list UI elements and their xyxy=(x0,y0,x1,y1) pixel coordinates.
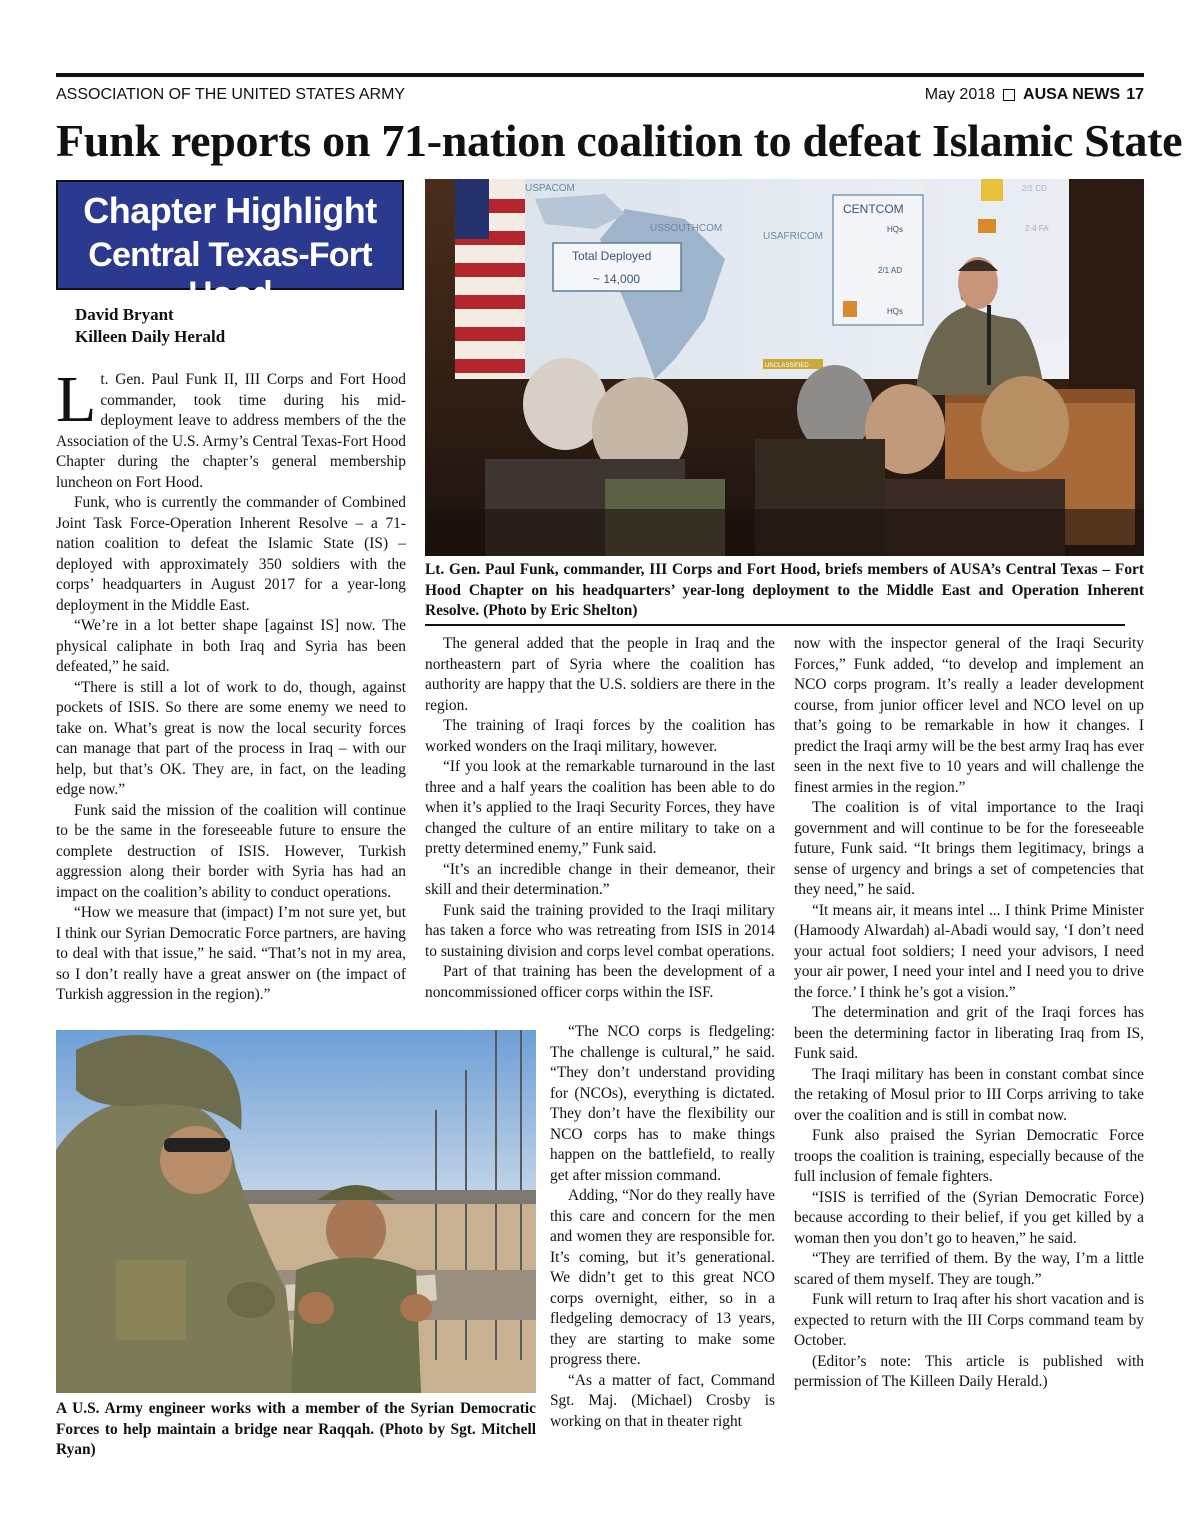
checkbox-icon xyxy=(1003,89,1015,101)
bridge-photo xyxy=(56,1030,536,1393)
paragraph: “How we measure that (impact) I’m not sure yet, but I think our Syrian Democratic Force partners, are having to deal with that issue,” he said. “That’s not in my area, so I don’t really have a great answer on (the impact of Turkish aggression in the region).” xyxy=(56,904,406,1003)
chapter-name: Central Texas-Fort Hood xyxy=(88,236,372,313)
byline xyxy=(75,304,225,348)
screen-label: ~ 14,000 xyxy=(593,272,641,286)
paragraph: “It’s an incredible change in their demeanor, their skill and their determination.” xyxy=(425,860,775,898)
publication-name: AUSA NEWS xyxy=(1023,86,1121,103)
paragraph: “The NCO corps is fledgeling: The challenge is cultural,” he said. “They don’t understand providing for (NCOs), everything is dictated. They don’t have the flexibility our NCO corps has to make things happen on the battlefield, to really get after mission command. xyxy=(550,1023,775,1184)
page-number: 17 xyxy=(1126,86,1144,103)
paragraph: “As a matter of fact, Command Sgt. Maj. (Michael) Crosby is working on that in theater right xyxy=(550,1371,775,1430)
photo2-caption: A U.S. Army engineer works with a member of the Syrian Democratic Forces to help maintain a bridge near Raqqah. (Photo by Sgt. Mitchell Ryan) xyxy=(56,1400,536,1458)
screen-label: USAFRICOM xyxy=(763,231,823,242)
paragraph: “We’re in a lot better shape [against IS] now. The physical caliphate in both Iraq and Syria has been defeated,” he said. xyxy=(56,617,406,675)
screen-label: USPACOM xyxy=(525,183,575,194)
screen-label: UNCLASSIFIED xyxy=(765,363,809,369)
paragraph: Funk will return to Iraq after his short vacation and is expected to return with the III Corps command team by October. xyxy=(794,1291,1144,1349)
screen-label: USSOUTHCOM xyxy=(650,223,723,234)
paragraph: Funk said the mission of the coalition will continue to be the same in the foreseeable future to ensure the complete destruction of ISIS. However, Turkish aggression along their border with Syria has had an impact on the coalition’s ability to conduct operations. xyxy=(56,801,406,901)
paragraph: The general added that the people in Iraq and the northeastern part of Syria where the coalition has authority are happy that the U.S. soldiers are there in the region. xyxy=(425,635,775,714)
screen-label: HQs xyxy=(887,225,903,234)
bridge-photo-art xyxy=(56,1030,536,1393)
screen-label: HQs xyxy=(887,307,903,316)
chapter-highlight-title: Chapter Highlight xyxy=(83,190,377,231)
paragraph: Funk also praised the Syrian Democratic Force troops the coalition is training, especially because of the full inclusion of female fighters. xyxy=(794,1127,1144,1185)
briefing-photo xyxy=(425,179,1144,556)
paragraph: “If you look at the remarkable turnaround in the last three and a half years the coalition has been able to do when it’s applied to the Iraqi Security Forces, they have changed the culture of an entire military to take on a pretty determined enemy,” Funk said. xyxy=(425,758,775,857)
issue-date: May 2018 xyxy=(924,86,996,103)
top-rule xyxy=(56,73,1144,77)
paragraph: “It means air, it means intel ... I think Prime Minister (Hamoody Alwardah) al-Abadi would say, ‘I don’t need your actual foot soldiers; I need your advisors, I need your air power, I need your intel and I need you to drive the force.’ I think he’s got a vision.” xyxy=(794,901,1144,1001)
article-column-2-continued xyxy=(550,1022,775,1432)
paragraph: “ISIS is terrified of the (Syrian Democratic Force) because according to their belief, if you get killed by a woman then you don’t go to heaven,” he said. xyxy=(794,1188,1144,1247)
outlet: Killeen Daily Herald xyxy=(75,327,226,346)
screen-label: Total Deployed xyxy=(572,249,652,263)
photo1-caption: Lt. Gen. Paul Funk, commander, III Corps and Fort Hood, briefs members of AUSA’s Central Texas – Fort Hood Chapter on his headquarters’ year-long deployment to the Middle East and Operation Inherent Resolve. (Photo by Eric Shelton) xyxy=(425,561,1144,619)
paragraph: Funk, who is currently the commander of Combined Joint Task Force-Operation Inherent Resolve – a 71-nation coalition to defeat the Islamic State (IS) – deployed with approximately 350 soldiers with the corps’ headquarters in August 2017 for a year-long deployment in the Middle East. xyxy=(56,494,406,614)
paragraph: “They are terrified of them. By the way, I’m a little scared of them myself. They are tough.” xyxy=(794,1250,1144,1288)
paragraph: Adding, “Nor do they really have this care and concern for the men and women they are responsible for. It’s coming, but it’s generational. We didn’t get to this great NCO corps overnight, either, so in a fledgeling democracy of 13 years, they are starting to make some progress there. xyxy=(550,1187,775,1368)
paragraph: “There is still a lot of work to do, though, against pockets of ISIS. So there are some enemy we need to take on. What’s great is now the local security forces can manage that part of the process in Iraq – with our help, but that’s OK. They are, in fact, on the leading edge now.” xyxy=(56,678,406,798)
caption-rule xyxy=(425,624,1125,626)
issue-info xyxy=(925,86,1144,104)
briefing-photo-art xyxy=(425,179,1144,556)
org-name: ASSOCIATION OF THE UNITED STATES ARMY xyxy=(56,86,406,103)
us-flag-icon xyxy=(455,179,525,379)
drop-cap: L xyxy=(56,363,97,436)
paragraph: now with the inspector general of the Iraqi Security Forces,” Funk added, “to develop and implement an NCO corps program. It’s really a leader development course, from junior officer level and NCO level on up that’s going to be remarkable in how it changes. I predict the Iraqi army will be the best army Iraq has ever seen in the next five to 10 years and will challenge the finest armies in the region.” xyxy=(794,635,1144,796)
lead-paragraph: Lt. Gen. Paul Funk II, III Corps and Fort Hood commander, took time during his mid-deployment leave to address members of the the Association of the U.S. Army’s Central Texas-Fort Hood Chapter during the chapter’s general membership luncheon on Fort Hood. xyxy=(56,363,406,491)
chapter-highlight-box xyxy=(56,180,404,313)
paragraph: The determination and grit of the Iraqi forces has been the determining factor in liberating Iraq from IS, Funk said. xyxy=(794,1004,1144,1062)
screen-label: CENTCOM xyxy=(843,202,904,216)
screen-label: 2/1 AD xyxy=(878,266,903,275)
paragraph: The coalition is of vital importance to the Iraqi government and will continue to be for the foreseeable future, Funk said. “It brings them legitimacy, brings a sense of urgency and brings a set of competencies that they need,” he said. xyxy=(794,799,1144,898)
article-column-1 xyxy=(56,363,406,1006)
article-column-3 xyxy=(794,634,1144,1393)
paragraph: Part of that training has been the development of a noncommissioned officer corps within the ISF. xyxy=(425,963,775,1001)
paragraph: The Iraqi military has been in constant combat since the retaking of Mosul prior to III Corps arriving to take over the coalition and is still in combat now. xyxy=(794,1065,1144,1124)
author: David Bryant xyxy=(75,305,174,324)
paragraph: The training of Iraqi forces by the coalition has worked wonders on the Iraqi military, however. xyxy=(425,717,775,755)
headline: Funk reports on 71-nation coalition to defeat Islamic State xyxy=(56,115,1183,166)
article-column-2 xyxy=(425,634,775,1003)
paragraph: Funk said the training provided to the Iraqi military has taken a force who was retreating from ISIS in 2014 to sustaining division and corps level combat operations. xyxy=(425,901,775,960)
paragraph: (Editor’s note: This article is published with permission of The Killeen Daily Herald.) xyxy=(794,1352,1144,1390)
